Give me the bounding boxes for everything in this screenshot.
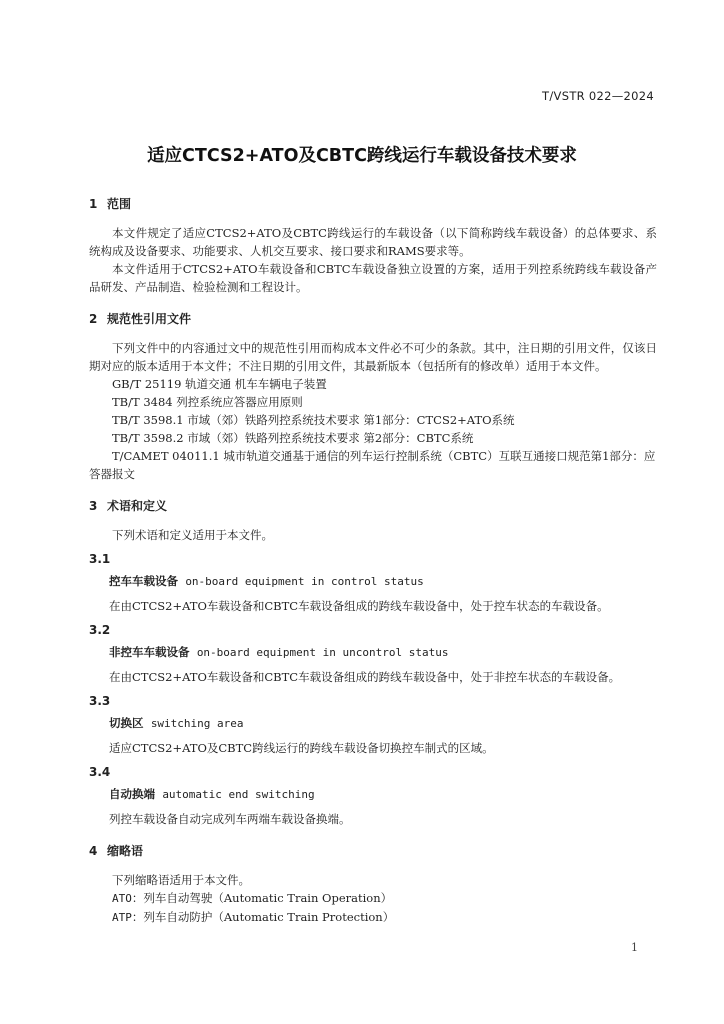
term-number: 3.4 xyxy=(89,765,111,779)
section-2-heading xyxy=(89,313,657,326)
section-title: 术语和定义 xyxy=(107,499,168,513)
reference-item: T/CAMET 04011.1 城市轨道交通基于通信的列车运行控制系统（CBTC）互联互通接口规范第1部分：应答器报文 xyxy=(89,449,656,481)
paragraph: 本文件规定了适应CTCS2+ATO及CBTC跨线运行的车载设备（以下简称跨线车载设备）的总体要求、系统构成及设备要求、功能要求、人机交互要求、接口要求和RAMS要求等。 xyxy=(89,226,657,258)
section-number: 4 xyxy=(89,844,98,858)
term-chinese: 控车车载设备 xyxy=(109,574,178,588)
term-english: on-board equipment in uncontrol status xyxy=(196,646,449,659)
section-3-heading xyxy=(89,500,657,513)
term-title xyxy=(89,575,657,588)
abbreviation-expansion: ：列车自动驾驶（Automatic Train Operation） xyxy=(131,891,393,905)
section-number: 3 xyxy=(89,499,98,513)
term-english: switching area xyxy=(150,717,244,730)
term-number: 3.3 xyxy=(89,694,111,708)
reference-item: TB/T 3598.1 市域（郊）铁路列控系统技术要求 第1部分：CTCS2+ATO系统 xyxy=(112,413,515,427)
standard-code: T/VSTR 022—2024 xyxy=(542,89,654,103)
paragraph: 下列缩略语适用于本文件。 xyxy=(112,873,250,887)
reference-item: TB/T 3598.2 市域（郊）铁路列控系统技术要求 第2部分：CBTC系统 xyxy=(112,431,474,445)
section-number: 1 xyxy=(89,197,98,211)
term-definition: 在由CTCS2+ATO车载设备和CBTC车载设备组成的跨线车载设备中，处于非控车状态的车载设备。 xyxy=(109,670,621,684)
paragraph: 下列术语和定义适用于本文件。 xyxy=(112,528,273,542)
term-chinese: 自动换端 xyxy=(109,787,155,801)
abbreviation-expansion: ：列车自动防护（Automatic Train Protection） xyxy=(131,910,395,924)
term-chinese: 切换区 xyxy=(109,716,144,730)
term-definition: 在由CTCS2+ATO车载设备和CBTC车载设备组成的跨线车载设备中，处于控车状态的车载设备。 xyxy=(109,599,609,613)
reference-item: TB/T 3484 列控系统应答器应用原则 xyxy=(112,395,303,409)
section-title: 范围 xyxy=(107,197,132,211)
section-title: 缩略语 xyxy=(107,844,144,858)
term-definition: 列控车载设备自动完成列车两端车载设备换端。 xyxy=(109,812,351,826)
abbreviation: ATO xyxy=(112,892,132,905)
section-1-heading xyxy=(89,198,657,211)
section-number: 2 xyxy=(89,312,98,326)
abbreviation: ATP xyxy=(112,911,132,924)
abbreviation-item xyxy=(89,889,657,908)
section-title: 规范性引用文件 xyxy=(107,312,192,326)
paragraph: 本文件适用于CTCS2+ATO车载设备和CBTC车载设备独立设置的方案，适用于列控系统跨线车载设备产品研发、产品制造、检验检测和工程设计。 xyxy=(89,262,657,294)
document-body xyxy=(89,198,657,927)
reference-item: GB/T 25119 轨道交通 机车车辆电子装置 xyxy=(112,377,327,391)
term-chinese: 非控车车载设备 xyxy=(109,645,190,659)
paragraph: 下列文件中的内容通过文中的规范性引用而构成本文件必不可少的条款。其中，注日期的引用文件，仅该日期对应的版本适用于本文件；不注日期的引用文件，其最新版本（包括所有的修改单）适用于本文件。 xyxy=(89,341,657,373)
document-title: 适应CTCS2+ATO及CBTC跨线运行车载设备技术要求 xyxy=(147,146,577,166)
page-number: 1 xyxy=(631,941,638,954)
term-title xyxy=(89,788,657,801)
abbreviation-item xyxy=(89,908,657,927)
term-title xyxy=(89,646,657,659)
term-english: on-board equipment in control status xyxy=(185,575,424,588)
term-number: 3.1 xyxy=(89,552,111,566)
term-number: 3.2 xyxy=(89,623,111,637)
term-title xyxy=(89,717,657,730)
term-english: automatic end switching xyxy=(162,788,315,801)
section-4-heading xyxy=(89,845,657,858)
term-definition: 适应CTCS2+ATO及CBTC跨线运行的跨线车载设备切换控车制式的区域。 xyxy=(109,741,494,755)
